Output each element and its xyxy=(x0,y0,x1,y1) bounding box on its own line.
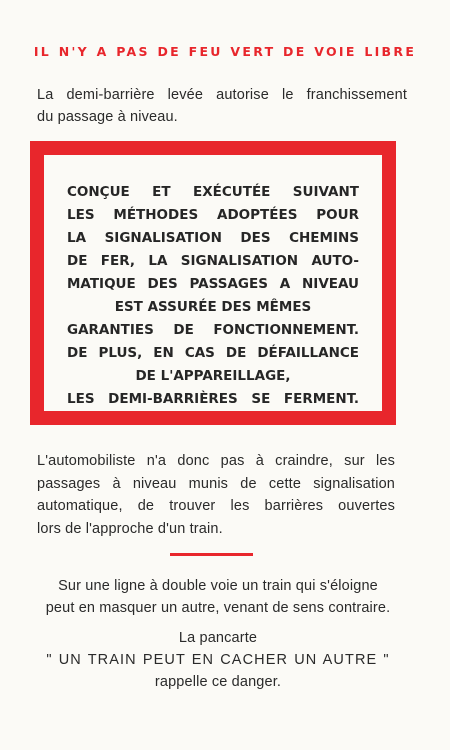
driver-line-2: passages à niveau munis de cette signalisation xyxy=(37,475,395,492)
notice-line-1: CONÇUE ET EXÉCUTÉE SUIVANT xyxy=(67,184,359,200)
notice-line-9: DE L'APPAREILLAGE, xyxy=(135,368,291,384)
driver-line-3: automatique, de trouver les barrières ouvertes xyxy=(37,498,395,514)
sign-slogan: " UN TRAIN PEUT EN CACHER UN AUTRE " xyxy=(46,652,390,668)
double-track-line-1: Sur une ligne à double voie un train qui s'éloigne xyxy=(58,578,378,594)
red-divider xyxy=(170,553,253,556)
double-track-paragraph xyxy=(37,575,399,693)
intro-line-1: La demi-barrière levée autorise le franchissement xyxy=(37,87,407,103)
sign-intro: La pancarte xyxy=(178,630,258,646)
notice-line-4: DE FER, LA SIGNALISATION AUTO- xyxy=(67,253,359,269)
driver-paragraph xyxy=(37,450,395,540)
safety-notice-box xyxy=(30,141,396,425)
notice-line-3: LA SIGNALISATION DES CHEMINS xyxy=(67,230,359,246)
intro-paragraph xyxy=(37,84,407,128)
sign-outro: rappelle ce danger. xyxy=(154,674,282,690)
notice-line-2: LES MÉTHODES ADOPTÉES POUR xyxy=(67,207,359,223)
safety-notice-text xyxy=(67,181,359,411)
notice-line-10: LES DEMI-BARRIÈRES SE FERMENT. xyxy=(67,391,359,407)
notice-line-5: MATIQUE DES PASSAGES A NIVEAU xyxy=(67,276,359,292)
double-track-line-2: peut en masquer un autre, venant de sens contraire. xyxy=(45,600,391,616)
section-heading: IL N'Y A PAS DE FEU VERT DE VOIE LIBRE xyxy=(33,44,417,59)
driver-line-4: lors de l'approche d'un train. xyxy=(37,520,223,537)
notice-line-7: GARANTIES DE FONCTIONNEMENT. xyxy=(67,322,359,338)
intro-line-2: du passage à niveau. xyxy=(37,109,178,125)
notice-line-8: DE PLUS, EN CAS DE DÉFAILLANCE xyxy=(67,345,359,361)
driver-line-1: L'automobiliste n'a donc pas à craindre, sur les xyxy=(37,453,395,469)
notice-line-6: EST ASSURÉE DES MÊMES xyxy=(114,299,312,315)
